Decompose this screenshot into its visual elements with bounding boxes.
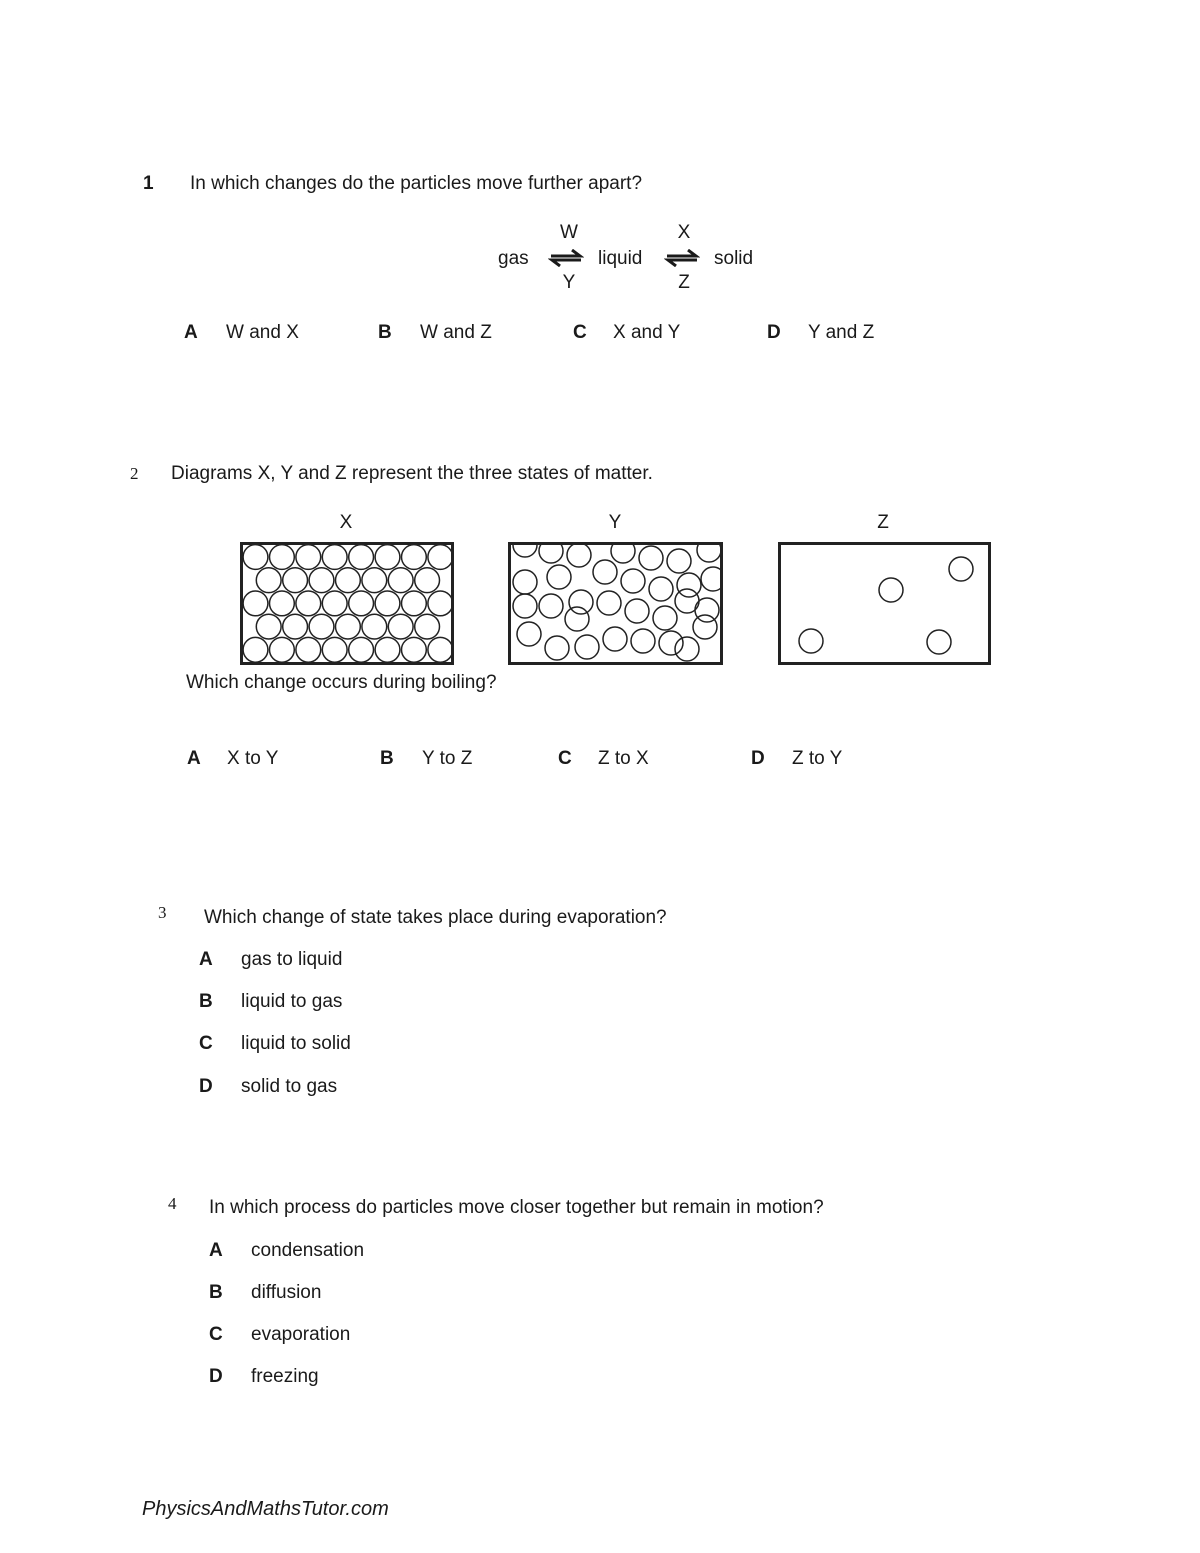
option-c-letter: C	[199, 1033, 213, 1054]
solid-particle	[309, 614, 334, 639]
solid-particle	[388, 568, 413, 593]
question-4-number: 4	[168, 1194, 177, 1213]
solid-particle	[349, 637, 374, 662]
solid-particle	[362, 568, 387, 593]
solid-particle	[256, 568, 281, 593]
liquid-particles	[511, 545, 720, 662]
question-1-text: In which changes do the particles move further apart?	[190, 173, 643, 194]
solid-particle	[415, 614, 440, 639]
solid-particle	[336, 568, 361, 593]
solid-particle	[402, 637, 427, 662]
solid-particle	[415, 568, 440, 593]
question-4-text: In which process do particles move closer together but remain in motion?	[209, 1197, 824, 1218]
question-2-text: Diagrams X, Y and Z represent the three states of matter.	[171, 463, 653, 484]
solid-particle	[375, 591, 400, 616]
option-b-text: Y to Z	[422, 748, 473, 769]
solid-particle	[362, 614, 387, 639]
solid-particle	[322, 637, 347, 662]
option-a-text: X to Y	[227, 748, 279, 769]
footer-source: PhysicsAndMathsTutor.com	[142, 1498, 389, 1520]
option-c-letter: C	[558, 748, 572, 769]
scheme-label-z: Z	[678, 272, 690, 293]
option-a-text: W and X	[226, 322, 299, 343]
question-3-number: 3	[158, 903, 167, 922]
scheme-label-x: X	[677, 222, 691, 243]
solid-particle	[375, 637, 400, 662]
solid-particle	[243, 637, 268, 662]
solid-particle	[336, 614, 361, 639]
option-c-text: liquid to solid	[241, 1033, 351, 1054]
option-b-letter: B	[199, 991, 213, 1012]
equilibrium-arrow-icon	[664, 249, 700, 267]
option-a-letter: A	[199, 949, 213, 970]
solid-particle	[349, 591, 374, 616]
solid-particle	[402, 545, 427, 569]
equilibrium-arrow-icon	[548, 249, 584, 267]
question-1-number: 1	[143, 173, 154, 194]
solid-particles	[243, 545, 451, 662]
option-b-text: liquid to gas	[241, 991, 343, 1012]
option-a-text: condensation	[251, 1240, 365, 1261]
option-b-text: diffusion	[251, 1282, 322, 1303]
gas-particles	[781, 545, 988, 662]
solid-particle	[296, 591, 321, 616]
diagram-x-solid	[240, 542, 454, 665]
diagram-z-gas	[778, 542, 991, 665]
option-d-text: Y and Z	[808, 322, 875, 343]
option-b-letter: B	[209, 1282, 223, 1303]
solid-particle	[428, 637, 451, 662]
solid-particle	[322, 591, 347, 616]
solid-particle	[322, 545, 347, 569]
option-b-letter: B	[378, 322, 392, 343]
solid-particle	[296, 545, 321, 569]
solid-particle	[388, 614, 413, 639]
scheme-solid: solid	[714, 248, 754, 269]
solid-particle	[256, 614, 281, 639]
solid-particle	[375, 545, 400, 569]
scheme-liquid: liquid	[598, 248, 643, 269]
diagram-y-liquid	[508, 542, 723, 665]
solid-particle	[270, 637, 295, 662]
option-a-letter: A	[187, 748, 201, 769]
solid-particle	[349, 545, 374, 569]
question-2-subquestion: Which change occurs during boiling?	[186, 672, 497, 693]
option-d-text: solid to gas	[241, 1076, 338, 1097]
option-c-letter: C	[209, 1324, 223, 1345]
option-d-text: Z to Y	[792, 748, 843, 769]
option-c-text: evaporation	[251, 1324, 351, 1345]
solid-particle	[428, 591, 451, 616]
diagram-label-z: Z	[877, 512, 889, 533]
solid-particle	[270, 591, 295, 616]
diagram-label-y: Y	[608, 512, 622, 533]
solid-particle	[243, 591, 268, 616]
option-b-text: W and Z	[420, 322, 492, 343]
solid-particle	[283, 568, 308, 593]
solid-particle	[296, 637, 321, 662]
option-d-letter: D	[751, 748, 765, 769]
option-d-letter: D	[767, 322, 781, 343]
option-a-letter: A	[209, 1240, 223, 1261]
option-b-letter: B	[380, 748, 394, 769]
option-c-text: Z to X	[598, 748, 649, 769]
option-a-text: gas to liquid	[241, 949, 343, 970]
solid-particle	[243, 545, 268, 569]
question-2-number: 2	[130, 464, 139, 483]
solid-particle	[270, 545, 295, 569]
solid-particle	[402, 591, 427, 616]
option-c-letter: C	[573, 322, 587, 343]
scheme-gas: gas	[498, 248, 529, 269]
scheme-label-y: Y	[562, 272, 576, 293]
option-d-text: freezing	[251, 1366, 319, 1387]
option-c-text: X and Y	[613, 322, 681, 343]
option-a-letter: A	[184, 322, 198, 343]
question-3-text: Which change of state takes place during evaporation?	[204, 907, 667, 928]
solid-particle	[309, 568, 334, 593]
option-d-letter: D	[209, 1366, 223, 1387]
diagram-label-x: X	[339, 512, 353, 533]
scheme-label-w: W	[560, 222, 578, 243]
solid-particle	[428, 545, 451, 569]
option-d-letter: D	[199, 1076, 213, 1097]
solid-particle	[283, 614, 308, 639]
